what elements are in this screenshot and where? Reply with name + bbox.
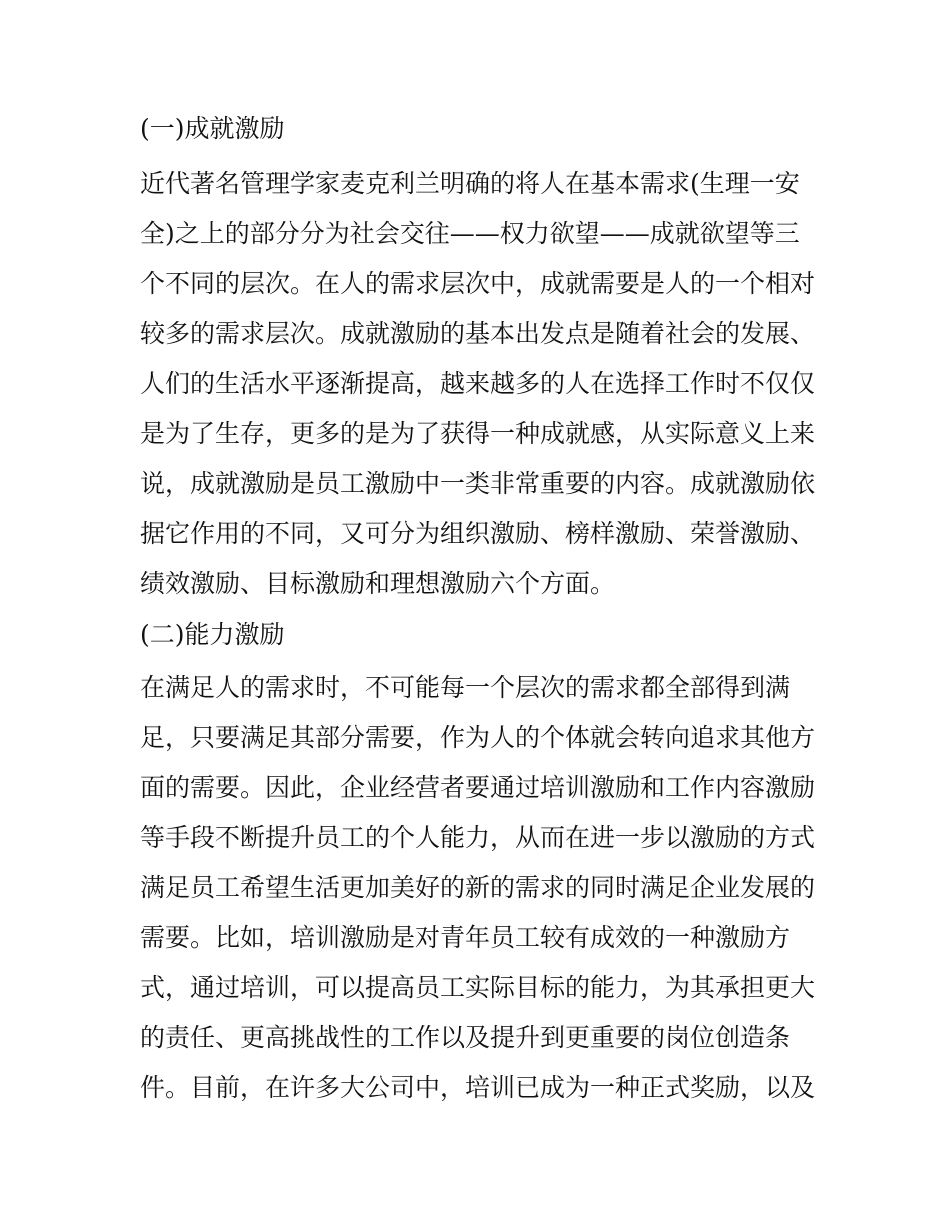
body-text-line: 近代著名管理学家麦克利兰明确的将人在基本需求(生理一安	[140, 169, 800, 198]
body-text-line: 等手段不断提升员工的个人能力，从而在进一步以激励的方式	[140, 823, 816, 852]
body-text-line: 件。目前，在许多大公司中，培训已成为一种正式奖励，以及	[140, 1073, 816, 1102]
body-text-line: 的责任、更高挑战性的工作以及提升到更重要的岗位创造条	[140, 1023, 791, 1052]
body-text-line: 说，成就激励是员工激励中一类非常重要的内容。成就激励依	[140, 469, 816, 498]
body-text-line: 满足员工希望生活更加美好的新的需求的同时满足企业发展的	[140, 873, 816, 902]
section-heading-achievement: (一)成就激励	[140, 114, 285, 143]
body-text-line: 是为了生存，更多的是为了获得一种成就感，从实际意义上来	[140, 419, 816, 448]
body-text-line: 足，只要满足其部分需要，作为人的个体就会转向追求其他方	[140, 723, 816, 752]
body-text-line: 全)之上的部分分为社会交往——权力欲望——成就欲望等三	[140, 219, 800, 248]
body-text-line: 面的需要。因此，企业经营者要通过培训激励和工作内容激励	[140, 773, 816, 802]
body-text-line: 个不同的层次。在人的需求层次中，成就需要是人的一个相对	[140, 269, 816, 298]
body-text-line: 较多的需求层次。成就激励的基本出发点是随着社会的发展、	[140, 319, 816, 348]
body-text-line: 需要。比如，培训激励是对青年员工较有成效的一种激励方	[140, 923, 791, 952]
body-text-line: 在满足人的需求时，不可能每一个层次的需求都全部得到满	[140, 673, 791, 702]
body-text-line: 绩效激励、目标激励和理想激励六个方面。	[140, 569, 616, 598]
body-text-line: 据它作用的不同，又可分为组织激励、榜样激励、荣誉激励、	[140, 519, 816, 548]
body-text-line: 人们的生活水平逐渐提高，越来越多的人在选择工作时不仅仅	[140, 369, 816, 398]
body-text-line: 式，通过培训，可以提高员工实际目标的能力，为其承担更大	[140, 973, 816, 1002]
section-heading-ability: (二)能力激励	[140, 620, 285, 649]
